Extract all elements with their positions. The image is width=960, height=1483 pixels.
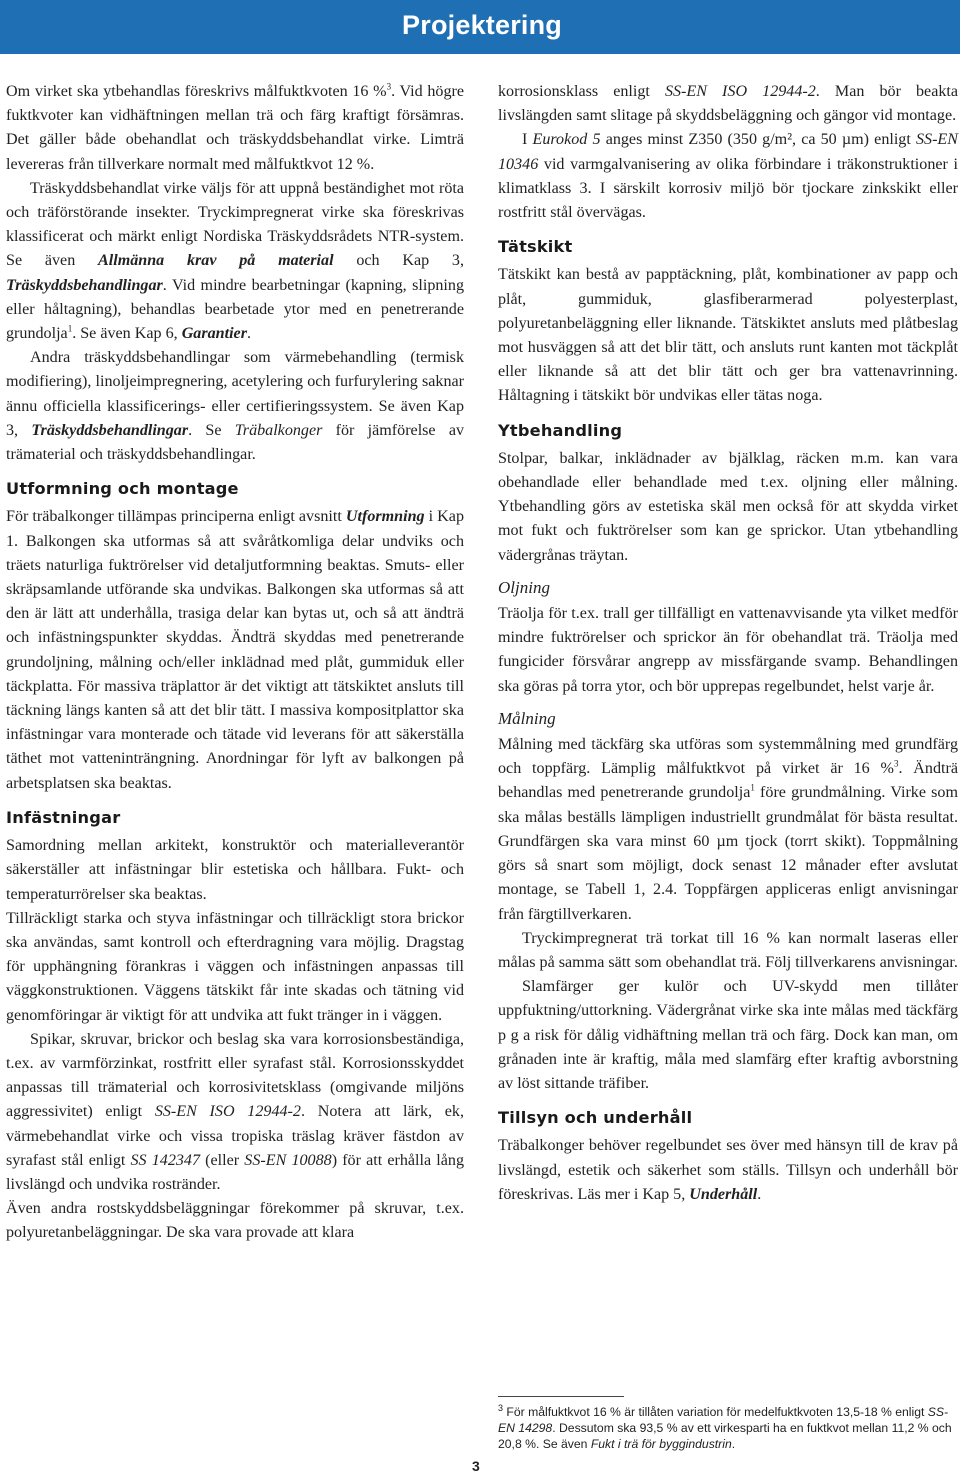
footnote-divider [498,1396,624,1397]
header-bar [0,0,960,54]
paragraph: Tillräckligt starka och styva infästningar och tillräckligt stora brickor ska användas, samt kontroll och efterdragning vara möjlig. Dragstag för upphängning förankras i väggen och infästningen anpassas till väggkonstruktionen. Väggens tätskikt får inte skadas och tätning vid genomföringar är viktigt för att undvika att fukt tränger in i väggen. [6,909,464,1024]
subsection-heading: Målning [498,708,556,728]
paragraph: Träolja för t.ex. trall ger tillfälligt en vattenavvisande yta vilket medför mindre fuktrörelser och sprickor än för obehandlat trä. Träolja med fungicider försvårar angrepp av missfärgande svamp. Behandlingen ska göras på torra ytor, och bör upprepas regelbundet, helst varje år. [498,605,958,695]
paragraph: Även andra rostskyddsbeläggningar förekommer på skruvar, t.ex. polyuretanbeläggningar. De ska vara provade att klara [6,1200,464,1242]
paragraph: Tryckimpregnerat trä torkat till 16 % kan normalt laseras eller målas på samma sätt som obehandlat trä. Följ tillverkarens anvisningar. [498,929,958,971]
paragraph: Slamfärger ger kulör och UV-skydd men tillåter uppfuktning/uttorkning. Vädergrånat virke ska inte målas med täckfärg p g a risk för dålig vidhäftning mellan trä och färg. Dock kan man, om grånaden inte är kraftig, måla med slamfärg efter kraftig avborstning av löst sittande träfiber. [498,978,958,1092]
paragraph: Tätskikt kan bestå av papptäckning, plåt, kombinationer av papp och plåt, gummiduk, glasfiberarmerad polyesterplast, polyuretanbeläggning eller liknande. Tätskiktet ansluts med plåtbeslag mot husväggen så att det blir tätt, och ansluts runt kanten mot täckplåt eller liknande så att det blir tätt och ger bra vattenavrinning. Håltagning i tätskikt bör undvikas eller tätas noga. [498,266,958,405]
footnote: $^3$ För målfuktkvot 16 % är tillåten variation för medelfuktkvoten 13,5-18 % enligt SS-EN 14298. Dessutom ska 93,5 % av ett virkesparti ha en fuktkvot mellan 11,2 % och 20,8 %. Se även Fukt i trä för byggindustrin. [498,1402,952,1451]
paragraph: Spikar, skruvar, brickor och beslag ska vara korrosionsbeständiga, t.ex. av varmförzinkat, rostfritt eller syrafast stål. Korrosionsskyddet anpassas till trämaterial och korrosivitetsklass (omgivande miljöns aggressivitet) enligt SS-EN ISO 12944-2. Notera att lärk, ek, värmebehandlat virke och vissa tropiska träslag kräver fästdon av syrafast stål enligt SS 142347 (eller SS-EN 10088) för att erhålla lång livslängd och undvika rostränder. [6,1030,465,1193]
paragraph: Träskyddsbehandlat virke väljs för att uppnå beständighet mot röta och träförstörande insekter. Tryckimpregnerat virke ska föreskrivas klassificerat och märkt enligt Nordiska Träskyddsrådets NTR-system. Se även Allmänna krav på material och Kap 3, Träskyddsbehandlingar. Vid mindre bearbetningar (kapning, slipning eller håltagning), behandlas bearbetade ytor med en penetrerande grundolja$^1$. Se även Kap 6, Garantier. [6,179,464,343]
section-heading: Utformning och montage [6,479,239,499]
page-number: 3 [472,1458,480,1474]
section-heading: Ytbehandling [498,420,623,440]
paragraph: Stolpar, balkar, inklädnader av bjälklag, räcken m.m. kan vara obehandlade eller behandlade med t.ex. oljning eller målning. Ytbehandling görs av estetiska skäl men också för att skydda virket mot fukt och fuktrörelser som kan ge sprickor. Utan ytbehandling vädergrånas träytan. [498,449,958,564]
paragraph: I Eurokod 5 anges minst Z350 (350 g/m², ca 50 µm) enligt SS-EN 10346 vid varmgalvanisering av olika förbindare i träkonstruktioner i klimatklass 3. I särskilt korrosiv miljö bör tjockare zinkskikt eller rostfritt stål övervägas. [498,131,959,222]
page-title: Projektering [402,10,562,40]
section-heading: Tillsyn och underhåll [498,1108,693,1128]
section-heading: Tätskikt [498,237,573,257]
paragraph: Träbalkonger behöver regelbundet ses över med hänsyn till de krav på livslängd, estetik och säkerhet som ställs. Tillsyn och underhåll bör föreskrivas. Läs mer i Kap 5, Underhåll. [498,1137,958,1203]
right-column [498,80,958,1207]
paragraph: Samordning mellan arkitekt, konstruktör och materialleverantör säkerställer att infästningar blir estetiska och hållbara. Fukt- och temperaturrörelser ska beaktas. [6,837,464,903]
paragraph: Målning med täckfärg ska utföras som systemmålning med grundfärg och toppfärg. Lämplig målfuktkvot på virket är 16 %$^3$. Ändträ behandlas med penetrerande grundolja$^1$ före grundmålning. Virke som ska målas beställs lämpligen industriellt grundmålat för bästa resultat. Grundfärgen ska vara minst 60 µm tjock (torrt skikt). Toppmålning görs så snart som möjligt, dock senast 12 månader efter avslutat montage, se Tabell 1, 2.4. Toppfärgen appliceras enligt anvisningar från färgtillverkaren. [498,736,958,923]
section-heading: Infästningar [6,807,121,827]
left-column [6,80,464,1246]
paragraph: För träbalkonger tillämpas principerna enligt avsnitt Utformning i Kap 1. Balkongen ska utformas så att svåråtkomliga delar undviks och träets naturliga fuktrörelser vid detaljutformning beaktas. Smuts- eller skräpsamlande utförande ska undvikas. Balkongen ska utformas så att den är lätt att underhålla, trasiga delar kan bytas ut, och så att ändträ och infästningspunkter skyddas. Ändträ skyddas med penetrerande grundoljning, målning och/eller inklädnad med plåt, gummiduk eller täckplatta. För massiva träplattor är det viktigt att tätskiktet ansluts till täckning längs kanten så att det blir tätt. I massiva kompositplattor ska infästningar vara monterade och tätade vid leverans för att säkerställa täthet mot vatteninträngning. Anordningar för lyft av balkongen på arbetsplatsen ska beaktas. [6,508,464,792]
subsection-heading: Oljning [498,577,550,597]
paragraph: korrosionsklass enligt SS-EN ISO 12944-2. Man bör beakta livslängden samt slitage på skyddsbeläggning och gängor vid montage. [498,83,958,125]
paragraph: Om virket ska ytbehandlas föreskrivs målfuktkvoten 16 %$^3$. Vid högre fuktkvoter kan vidhäftningen mellan trä och färg kraftigt försämras. Det gäller både obehandlat och träskyddsbehandlat virke. Limträ levereras från tillverkare normalt med målfuktkvot 12 %. [6,81,464,173]
paragraph: Andra träskyddsbehandlingar som värmebehandling (termisk modifiering), linoljeimpregnering, acetylering och furfurylering saknar ännu officiella klassificerings- eller certifieringssystem. Se även Kap 3, Träskyddsbehandlingar. Se Träbalkonger för jämförelse av trämaterial och träskyddsbehandlingar. [6,349,465,464]
